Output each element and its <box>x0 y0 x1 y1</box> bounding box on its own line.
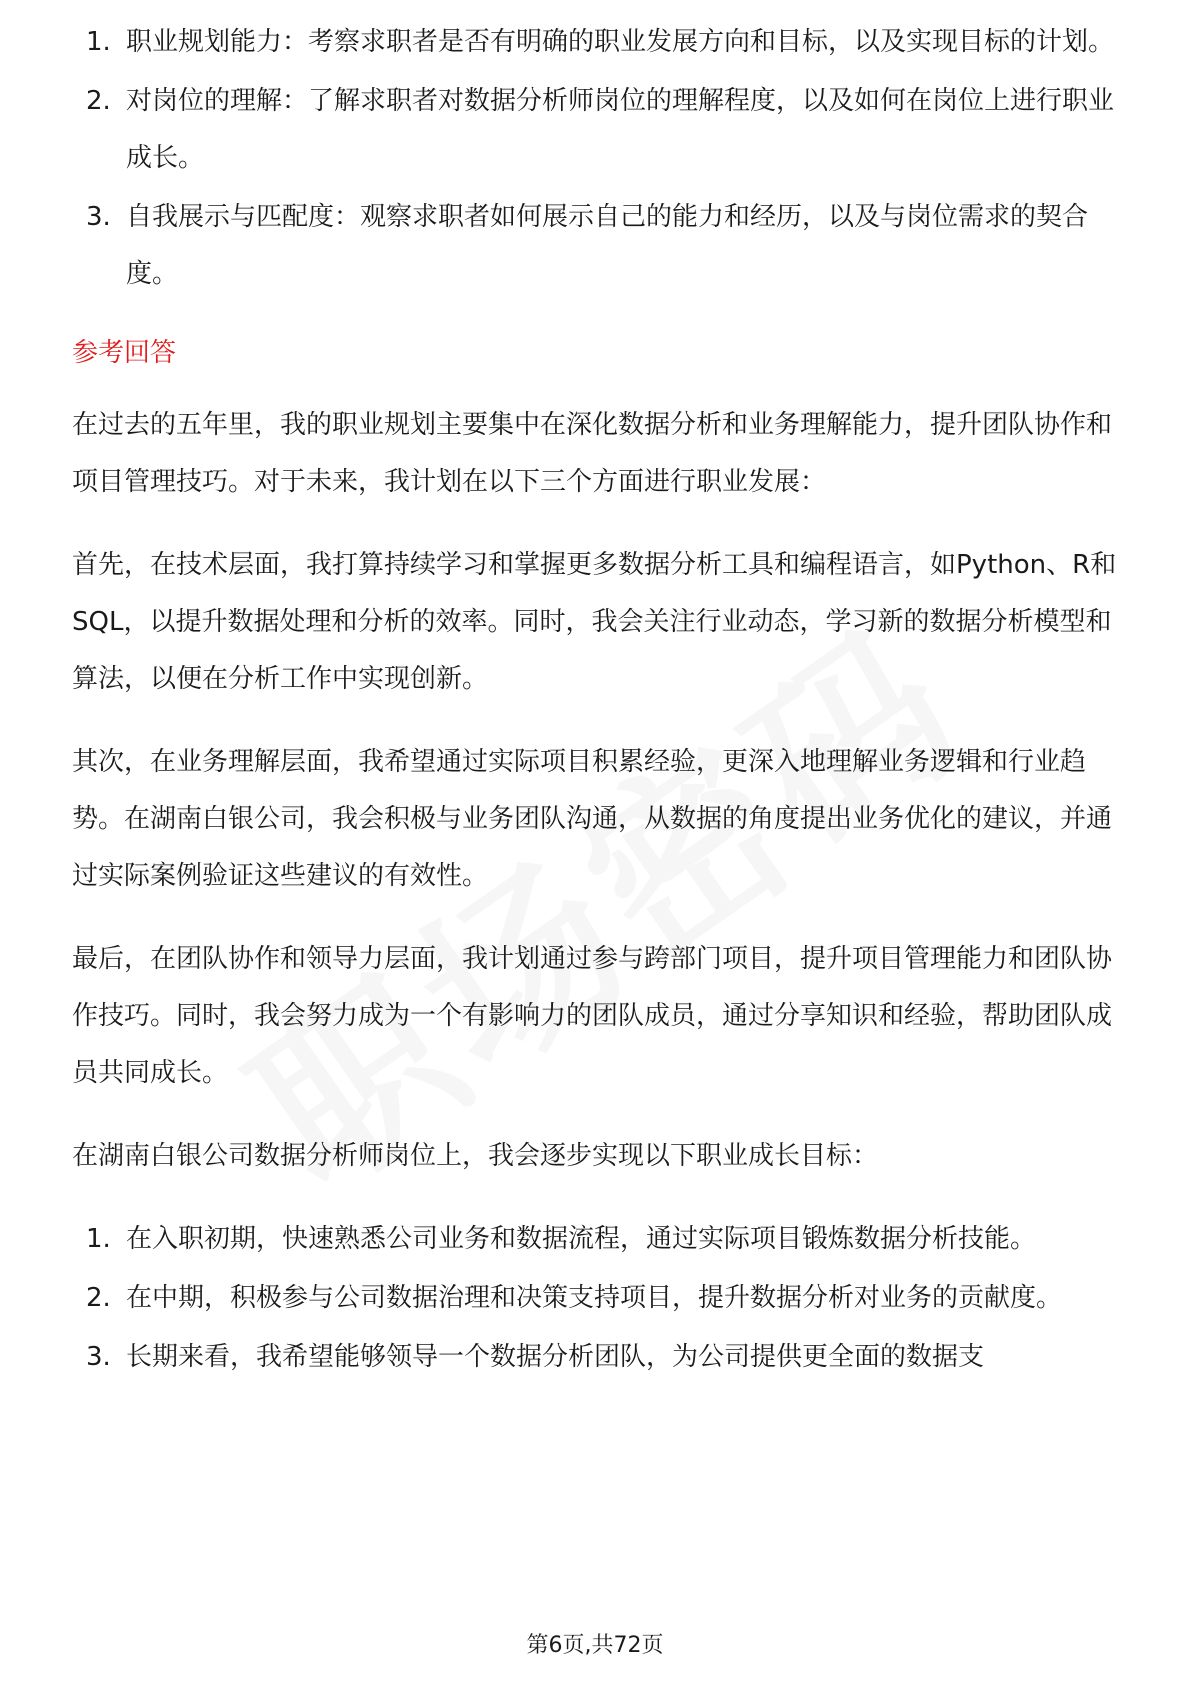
list-text: 在中期，积极参与公司数据治理和决策支持项目，提升数据分析对业务的贡献度。 <box>126 1283 1063 1313</box>
list-item <box>72 73 1118 187</box>
paragraph: 在过去的五年里，我的职业规划主要集中在深化数据分析和业务理解能力，提升团队协作和项目管理技巧。对于未来，我计划在以下三个方面进行职业发展： <box>72 410 1113 497</box>
paragraph: 其次，在业务理解层面，我希望通过实际项目积累经验，更深入地理解业务逻辑和行业趋势。在湖南白银公司，我会积极与业务团队沟通，从数据的角度提出业务优化的建议，并通过实际案例验证这些建议的有效性。 <box>72 747 1113 891</box>
list-text: 在入职初期，快速熟悉公司业务和数据流程，通过实际项目锻炼数据分析技能。 <box>126 1224 1037 1254</box>
document-content <box>72 0 1118 1388</box>
list-item <box>72 1211 1118 1268</box>
list-number: 3. <box>86 1342 111 1372</box>
list-text: 对岗位的理解：了解求职者对数据分析师岗位的理解程度，以及如何在岗位上进行职业成长。 <box>126 86 1115 173</box>
list-text: 长期来看，我希望能够领导一个数据分析团队，为公司提供更全面的数据支 <box>126 1342 985 1372</box>
list-item <box>72 1329 1118 1386</box>
paragraph: 在湖南白银公司数据分析师岗位上，我会逐步实现以下职业成长目标： <box>72 1141 879 1171</box>
paragraph: 首先，在技术层面，我打算持续学习和掌握更多数据分析工具和编程语言，如Python、R和SQL，以提升数据处理和分析的效率。同时，我会关注行业动态，学习新的数据分析模型和算法，以便在分析工作中实现创新。 <box>72 550 1117 694</box>
section-title: 参考回答 <box>72 338 177 368</box>
list-item <box>72 189 1118 303</box>
paragraph: 最后，在团队协作和领导力层面，我计划通过参与跨部门项目，提升项目管理能力和团队协作技巧。同时，我会努力成为一个有影响力的团队成员，通过分享知识和经验，帮助团队成员共同成长。 <box>72 944 1113 1088</box>
page-footer: 第6页,共72页 <box>526 1633 664 1658</box>
list-number: 1. <box>86 27 111 57</box>
list-number: 2. <box>86 1283 111 1313</box>
list-number: 1. <box>86 1224 111 1254</box>
list-text: 自我展示与匹配度：观察求职者如何展示自己的能力和经历，以及与岗位需求的契合度。 <box>126 202 1089 289</box>
list-number: 2. <box>86 86 111 116</box>
list-number: 3. <box>86 202 111 232</box>
list-item <box>72 1270 1118 1327</box>
list-text: 职业规划能力：考察求职者是否有明确的职业发展方向和目标，以及实现目标的计划。 <box>126 27 1115 57</box>
list-item <box>72 14 1118 71</box>
